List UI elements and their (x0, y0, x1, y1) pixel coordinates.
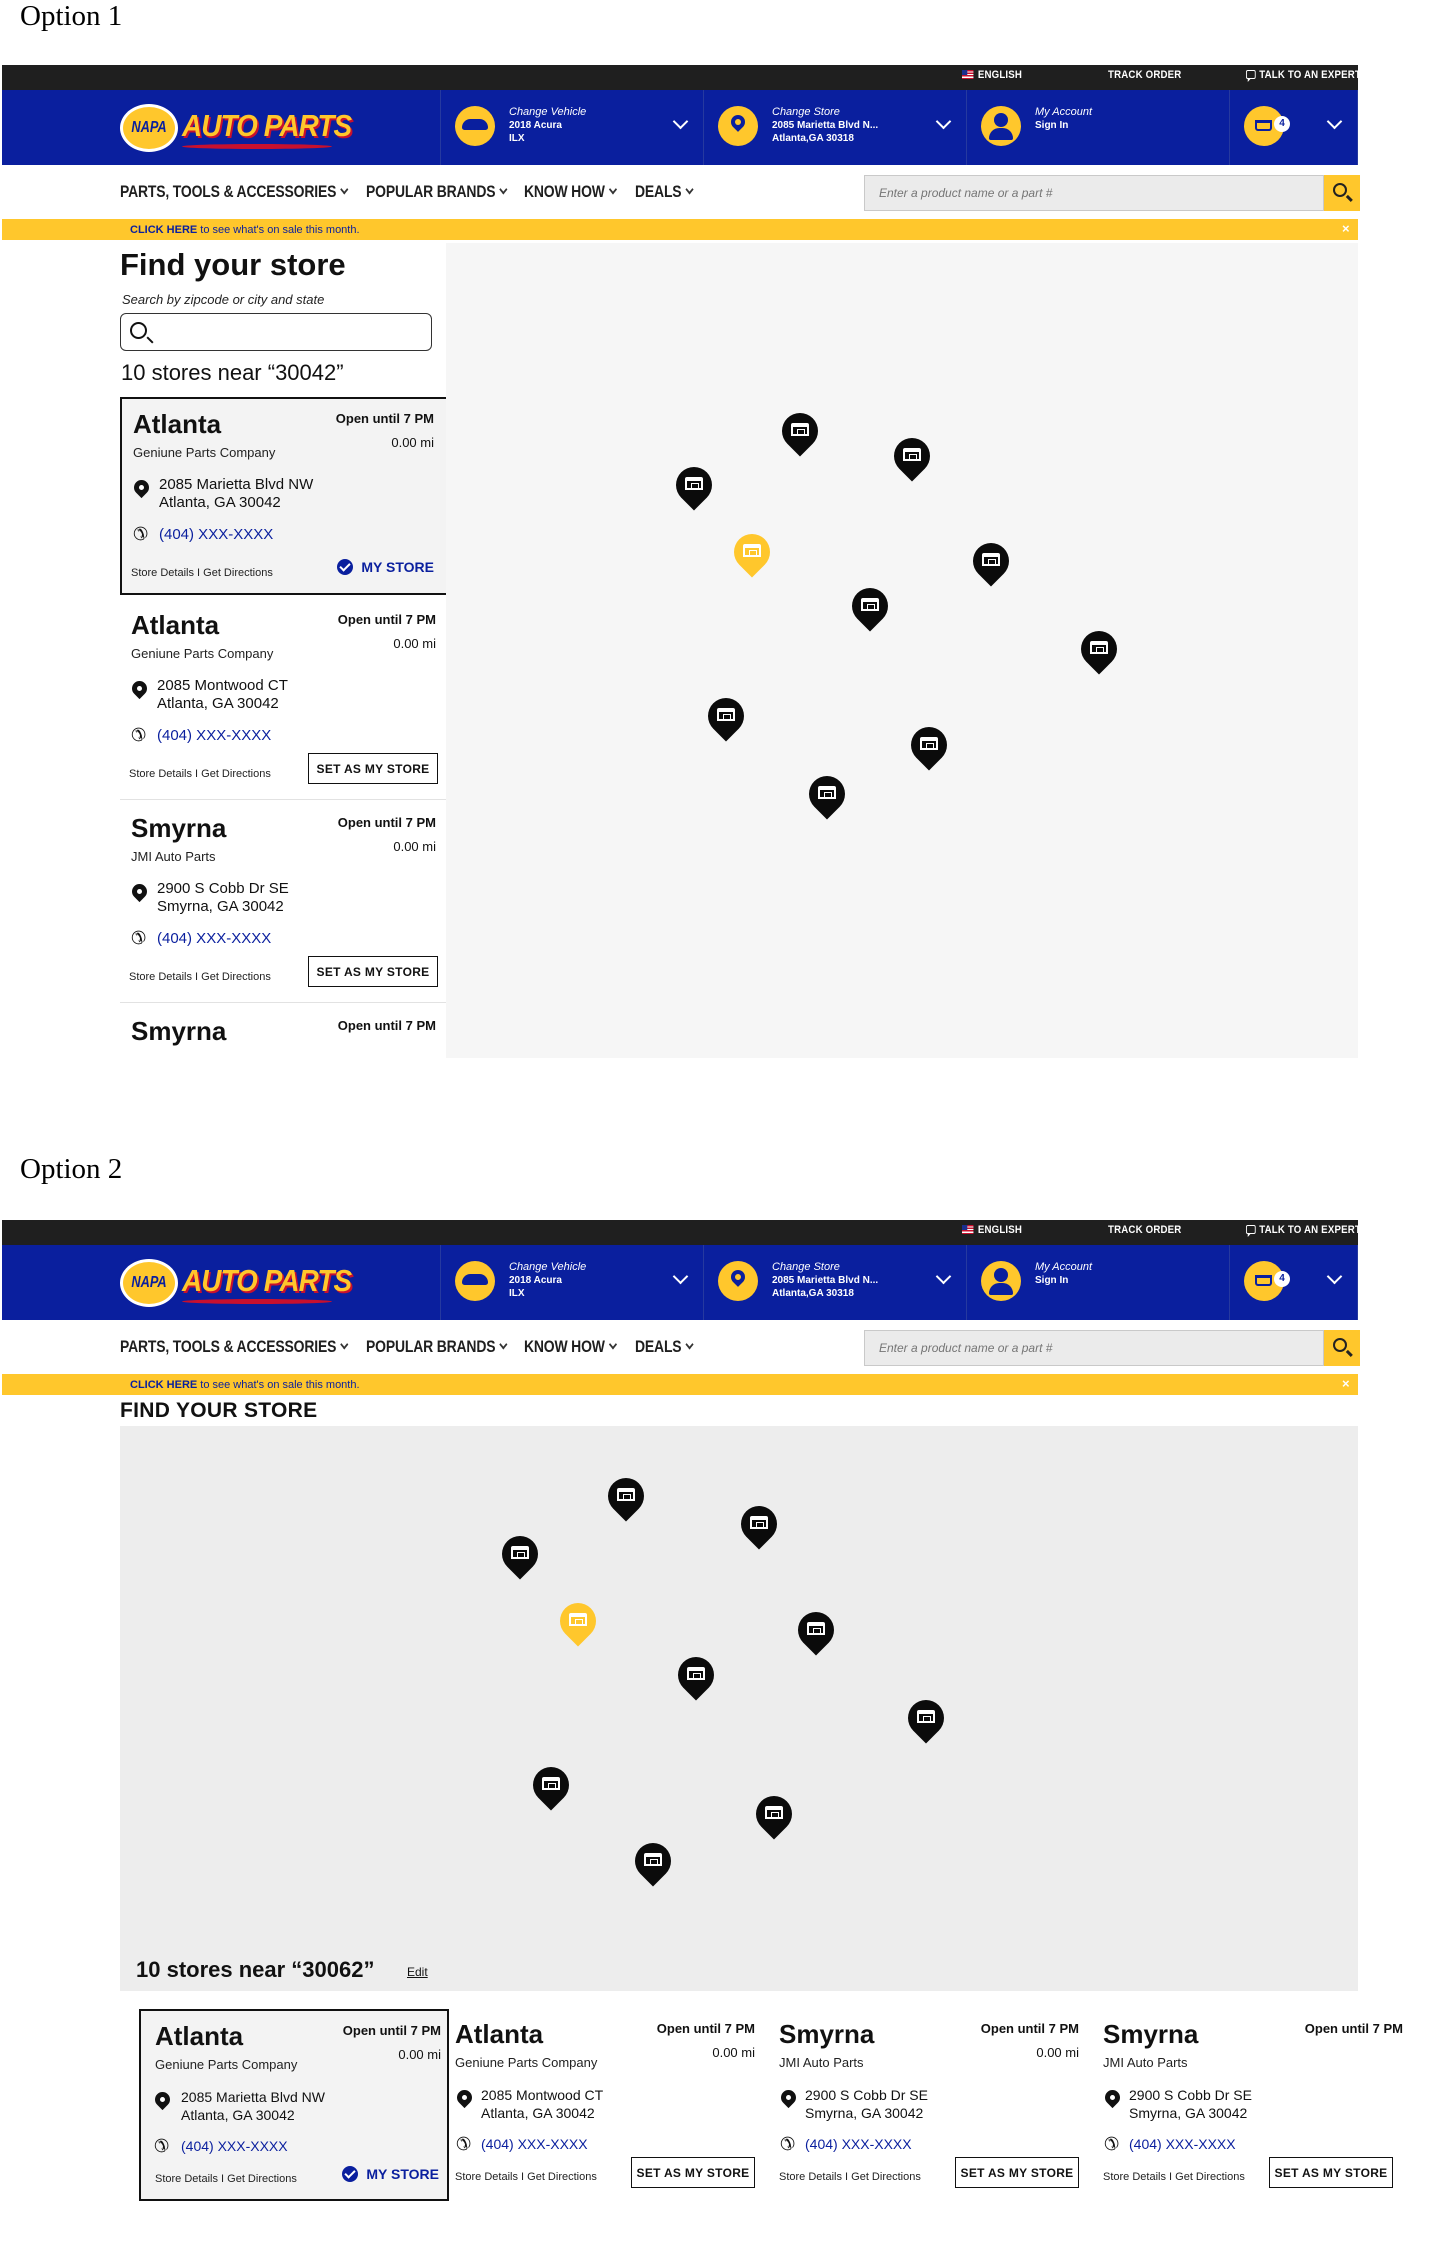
phone-link[interactable]: (404) XXX-XXXX (159, 526, 274, 543)
my-store-indicator: MY STORE (342, 2166, 439, 2182)
napa-badge-icon: NAPA (120, 104, 178, 152)
chevron-down-icon (499, 185, 507, 195)
nav-parts-tools[interactable]: PARTS, TOOLS & ACCESSORIES (120, 182, 347, 202)
store-details-links[interactable]: Store Details I Get Directions (1103, 2171, 1245, 2183)
search-icon (1333, 1338, 1347, 1352)
close-icon[interactable]: × (1342, 221, 1350, 236)
promo-link[interactable]: CLICK HERE (130, 1379, 198, 1391)
store-pin-icon[interactable] (676, 467, 712, 507)
nav-deals[interactable]: DEALS (635, 1337, 692, 1357)
location-pin-icon (454, 2087, 475, 2108)
phone-icon (132, 729, 148, 745)
store-pin-icon[interactable] (533, 1767, 569, 1807)
phone-icon (781, 2138, 797, 2154)
store-card[interactable]: Atlanta Open until 7 PM 0.00 mi Geniune Parts Company 2085 Marietta Blvd NW Atlanta, GA 30042 ✆ (404) XXX-XXXX Store Details I Get Directions MY STORE (120, 397, 448, 595)
store-pin-icon[interactable] (782, 413, 818, 453)
phone-link[interactable]: (404) XXX-XXXX (181, 2138, 288, 2154)
phone-icon (457, 2138, 473, 2154)
store-pin-icon[interactable] (894, 438, 930, 478)
phone-link[interactable]: (404) XXX-XXXX (157, 727, 272, 744)
store-card[interactable]: Atlanta Open until 7 PM 0.00 mi Geniune Parts Company 2085 Marietta Blvd NW Atlanta, GA 30042 ✆ (404) XXX-XXXX Store Details I Get Directions MY STORE (139, 2009, 449, 2201)
track-order-link[interactable]: TRACK ORDER (1108, 69, 1182, 81)
store-card[interactable]: Smyrna Open until 7 PM JMI Auto Parts 2900 S Cobb Dr SE Smyrna, GA 30042 ✆ (404) XXX-XXXX Store Details I Get Directions SET AS MY STORE (1103, 2009, 1403, 2201)
product-search-input[interactable] (865, 1331, 1323, 1365)
chevron-down-icon (1327, 114, 1343, 130)
store-pin-icon[interactable] (1081, 631, 1117, 671)
set-as-my-store-button[interactable]: SET AS MY STORE (308, 956, 438, 987)
store-pin-icon[interactable] (502, 1536, 538, 1576)
product-search-input[interactable] (865, 176, 1323, 210)
location-pin-icon (129, 678, 150, 699)
check-circle-icon (342, 2166, 358, 2182)
store-pin-icon[interactable] (608, 1478, 644, 1518)
phone-link[interactable]: (404) XXX-XXXX (157, 930, 272, 947)
chevron-down-icon (499, 1340, 507, 1350)
napa-badge-icon: NAPA (120, 1259, 178, 1307)
selected-store-pin-icon[interactable] (734, 534, 770, 574)
location-pin-icon (131, 477, 152, 498)
page-title: Find your store (120, 247, 346, 282)
phone-link[interactable]: (404) XXX-XXXX (805, 2136, 912, 2152)
store-details-links[interactable]: Store Details I Get Directions (129, 768, 271, 780)
page-title: FIND YOUR STORE (120, 1399, 318, 1422)
store-pin-icon[interactable] (756, 1796, 792, 1836)
nav-know-how[interactable]: KNOW HOW (524, 182, 615, 202)
phone-icon (1105, 2138, 1121, 2154)
logo-text: AUTO PARTS (182, 108, 352, 143)
promo-link[interactable]: CLICK HERE (130, 224, 198, 236)
store-search-field[interactable] (120, 313, 432, 351)
logo-text: AUTO PARTS (182, 1263, 352, 1298)
chevron-down-icon (673, 1269, 689, 1285)
location-pin-icon (718, 1261, 758, 1301)
results-count: 10 stores near “30042” (121, 360, 344, 385)
user-icon (981, 1261, 1021, 1301)
edit-location-link[interactable]: Edit (407, 1965, 428, 1979)
phone-link[interactable]: (404) XXX-XXXX (481, 2136, 588, 2152)
store-pin-icon[interactable] (635, 1843, 671, 1883)
location-pin-icon (129, 881, 150, 902)
cart-count-badge: 4 (1274, 1271, 1290, 1287)
chat-icon (1246, 1225, 1256, 1234)
cart-icon (1244, 106, 1284, 146)
results-count: 10 stores near “30062” (136, 1957, 375, 1982)
store-pin-icon[interactable] (798, 1612, 834, 1652)
close-icon[interactable]: × (1342, 1376, 1350, 1391)
chevron-down-icon (609, 185, 617, 195)
main-header (2, 1245, 1358, 1320)
user-icon (981, 106, 1021, 146)
category-nav (2, 165, 1358, 220)
us-flag-icon (962, 70, 973, 79)
promo-banner: CLICK HERE to see what's on sale this month. × (2, 1374, 1358, 1395)
store-details-links[interactable]: Store Details I Get Directions (155, 2173, 297, 2185)
chevron-down-icon (1327, 1269, 1343, 1285)
location-pin-icon (778, 2087, 799, 2108)
change-vehicle-button[interactable]: Change Vehicle 2018 Acura ILX (440, 90, 703, 165)
chevron-down-icon (936, 114, 952, 130)
store-card[interactable]: Smyrna Open until 7 PM (120, 1006, 448, 1058)
check-circle-icon (337, 559, 353, 575)
store-card-carousel[interactable] (120, 2005, 1403, 2215)
change-store-button[interactable]: Change Store 2085 Marietta Blvd N... Atlanta,GA 30318 (703, 90, 966, 165)
utility-bar (2, 1220, 1361, 1245)
nav-popular-brands[interactable]: POPULAR BRANDS (366, 182, 506, 202)
product-search-field[interactable] (864, 1330, 1324, 1366)
phone-icon (134, 528, 150, 544)
store-map[interactable] (120, 1426, 1358, 1991)
set-as-my-store-button[interactable]: SET AS MY STORE (631, 2157, 755, 2188)
store-pin-icon[interactable] (708, 698, 744, 738)
talk-to-expert-link[interactable]: TALK TO AN EXPERT (1246, 1224, 1361, 1236)
location-pin-icon (718, 106, 758, 146)
store-card[interactable]: Smyrna Open until 7 PM 0.00 mi JMI Auto Parts 2900 S Cobb Dr SE Smyrna, GA 30042 ✆ (404) XXX-XXXX Store Details I Get Directions SET AS MY STORE (779, 2009, 1079, 2201)
search-hint: Search by zipcode or city and state (122, 292, 325, 307)
store-pin-icon[interactable] (809, 776, 845, 816)
language-link[interactable]: ENGLISH (962, 69, 1022, 81)
store-pin-icon[interactable] (908, 1700, 944, 1740)
nav-know-how[interactable]: KNOW HOW (524, 1337, 615, 1357)
nav-popular-brands[interactable]: POPULAR BRANDS (366, 1337, 506, 1357)
category-nav (2, 1320, 1358, 1375)
selected-store-pin-icon[interactable] (560, 1603, 596, 1643)
utility-bar (2, 65, 1361, 90)
talk-to-expert-link[interactable]: TALK TO AN EXPERT (1246, 69, 1361, 81)
location-pin-icon (1102, 2087, 1123, 2108)
search-icon (1333, 183, 1347, 197)
store-pin-icon[interactable] (911, 727, 947, 767)
my-store-indicator: MY STORE (337, 559, 434, 575)
chevron-down-icon (609, 1340, 617, 1350)
promo-banner: CLICK HERE to see what's on sale this month. × (2, 219, 1358, 240)
chevron-down-icon (685, 185, 693, 195)
chevron-down-icon (685, 1340, 693, 1350)
car-icon (455, 1261, 495, 1301)
change-vehicle-button[interactable]: Change Vehicle 2018 Acura ILX (440, 1245, 703, 1320)
cart-button[interactable] (1229, 1245, 1358, 1320)
nav-parts-tools[interactable]: PARTS, TOOLS & ACCESSORIES (120, 1337, 347, 1357)
store-details-links[interactable]: Store Details I Get Directions (131, 567, 273, 579)
store-pin-icon[interactable] (678, 1657, 714, 1697)
phone-icon (155, 2140, 171, 2156)
set-as-my-store-button[interactable]: SET AS MY STORE (1269, 2157, 1393, 2188)
store-map[interactable] (446, 243, 1358, 1058)
store-pin-icon[interactable] (852, 588, 888, 628)
search-button[interactable] (1324, 175, 1360, 211)
napa-logo[interactable] (120, 102, 352, 154)
my-account-button[interactable]: My Account Sign In (966, 90, 1229, 165)
logo-swoosh (182, 144, 332, 149)
product-search-field[interactable] (864, 175, 1324, 211)
chevron-down-icon (673, 114, 689, 130)
store-card[interactable]: Smyrna Open until 7 PM 0.00 mi JMI Auto Parts 2900 S Cobb Dr SE Smyrna, GA 30042 ✆ (404) XXX-XXXX Store Details I Get Directions SET AS MY STORE (120, 803, 448, 1003)
store-card[interactable]: Atlanta Open until 7 PM 0.00 mi Geniune Parts Company 2085 Montwood CT Atlanta, GA 30042 ✆ (404) XXX-XXXX Store Details I Get Directions SET AS MY STORE (455, 2009, 755, 2201)
store-details-links[interactable]: Store Details I Get Directions (129, 971, 271, 983)
cart-count-badge: 4 (1274, 116, 1290, 132)
cart-icon (1244, 1261, 1284, 1301)
main-header (2, 90, 1358, 165)
language-link[interactable]: ENGLISH (962, 1224, 1022, 1236)
us-flag-icon (962, 1225, 973, 1234)
chevron-down-icon (340, 185, 348, 195)
store-pin-icon[interactable] (741, 1506, 777, 1546)
change-store-button[interactable]: Change Store 2085 Marietta Blvd N... Atlanta,GA 30318 (703, 1245, 966, 1320)
chevron-down-icon (340, 1340, 348, 1350)
cart-button[interactable] (1229, 90, 1358, 165)
napa-logo[interactable] (120, 1257, 352, 1309)
search-button[interactable] (1324, 1330, 1360, 1366)
store-search-input[interactable] (161, 318, 421, 346)
location-pin-icon (152, 2089, 173, 2110)
store-details-links[interactable]: Store Details I Get Directions (455, 2171, 597, 2183)
car-icon (455, 106, 495, 146)
option-2-label: Option 2 (20, 1153, 123, 1185)
chat-icon (1246, 70, 1256, 79)
track-order-link[interactable]: TRACK ORDER (1108, 1224, 1182, 1236)
set-as-my-store-button[interactable]: SET AS MY STORE (955, 2157, 1079, 2188)
option-1-label: Option 1 (20, 0, 123, 32)
store-card[interactable]: Atlanta Open until 7 PM 0.00 mi Geniune Parts Company 2085 Montwood CT Atlanta, GA 30042 ✆ (404) XXX-XXXX Store Details I Get Directions SET AS MY STORE (120, 600, 448, 800)
my-account-button[interactable]: My Account Sign In (966, 1245, 1229, 1320)
set-as-my-store-button[interactable]: SET AS MY STORE (308, 753, 438, 784)
nav-deals[interactable]: DEALS (635, 182, 692, 202)
chevron-down-icon (936, 1269, 952, 1285)
phone-link[interactable]: (404) XXX-XXXX (1129, 2136, 1236, 2152)
search-icon (130, 322, 147, 339)
logo-swoosh (182, 1299, 332, 1304)
store-pin-icon[interactable] (973, 543, 1009, 583)
phone-icon (132, 932, 148, 948)
store-details-links[interactable]: Store Details I Get Directions (779, 2171, 921, 2183)
